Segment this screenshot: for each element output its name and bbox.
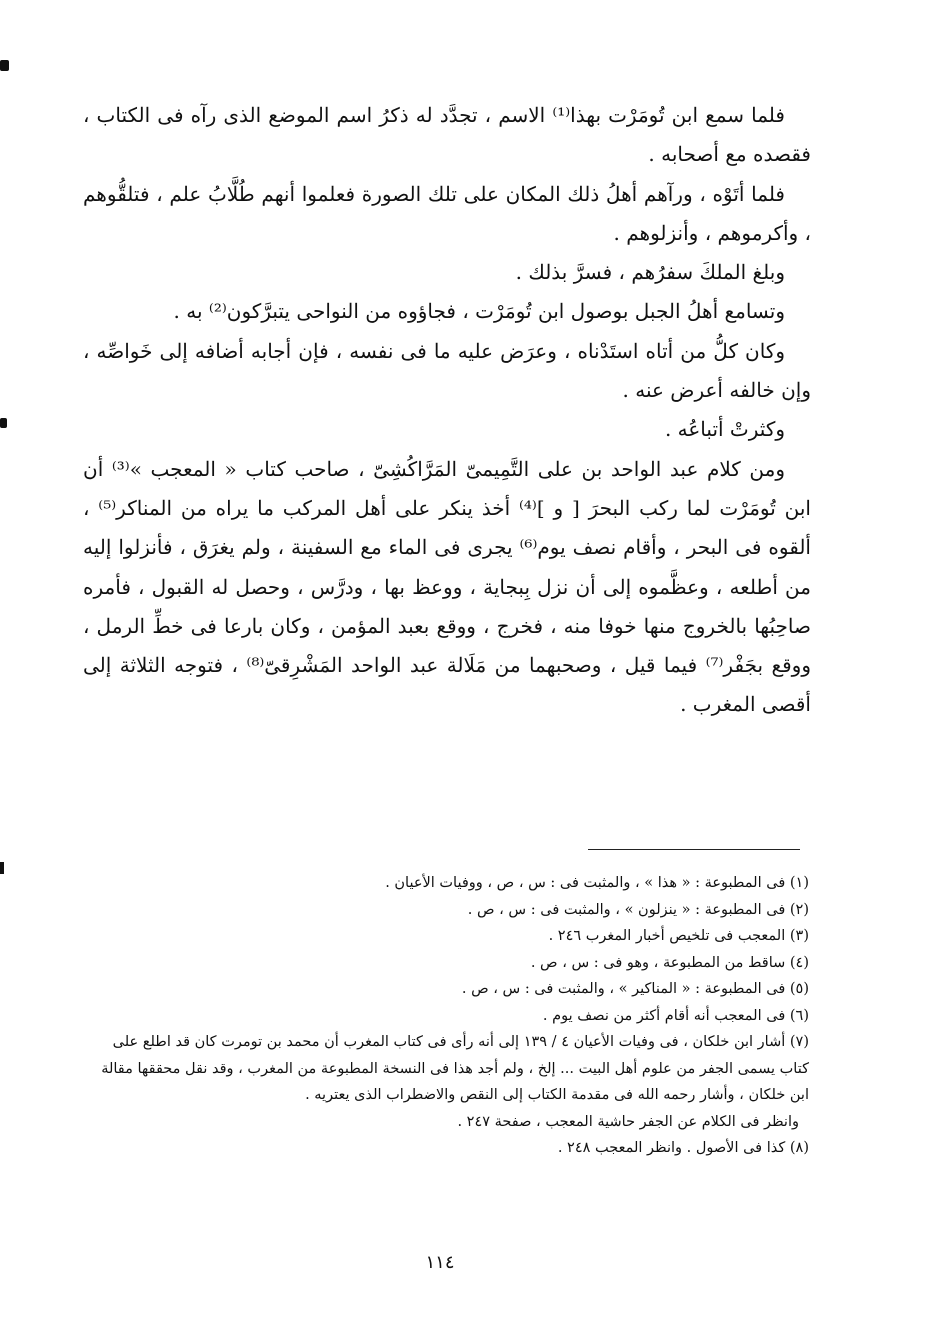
paragraph-1: فلما سمع ابن تُومَرْت بهذا⁽¹⁾ الاسم ، تجدَّد له ذكرُ اسم الموضع الذى رآه فى الكتاب ، فقصده مع أصحابه .	[83, 103, 811, 167]
footnote-7-continuation: وانظر فى الكلام عن الجفر حاشية المعجب ، صفحة ٢٤٧ .	[457, 1113, 799, 1130]
footnote-divider	[588, 849, 800, 850]
paragraph-2: فلما أتَوْه ، ورآهم أهلُ ذلك المكان على تلك الصورة فعلموا أنهم طُلَّابُ علم ، فتلقُّوهم ، وأكرموهم ، وأنزلوهم .	[83, 181, 811, 245]
scan-mark-bottom	[0, 862, 4, 874]
paragraph-7: ومن كلام عبد الواحد بن على التَّمِيمىّ المَرَّاكُشِىّ ، صاحب كتاب « المعجب »⁽³⁾ أن ابن تُومَرْت لما ركب البحرَ [ و ]⁽⁴⁾ أخذ ينكر على أهل المركب ما يراه من المناكر⁽⁵⁾ ، ألقوه فى البحر ، وأقام نصف يوم⁽⁶⁾ يجرى فى الماء مع السفينة ، ولم يغرَق ، فأنزلوا إليه من أطلعه ، وعظَّموه إلى أن نزل بِبجاية ، ووعظ بها ، ودرَّس ، وحصل له القبول ، فأمره صاحِبُها بالخروج منها خوفا منه ، فخرج ، ووقع بعبد المؤمن ، وكان بارعا فى خطِّ الرمل ، ووقع بجَفْر⁽⁷⁾ فيما قيل ، وصحبهما من مَلَالة عبد الواحد المَشْرِقىّ⁽⁸⁾ ، فتوجه الثلاثة إلى أقصى المغرب .	[83, 456, 812, 717]
footnote-2: (٢) فى المطبوعة : « ينزلون » ، والمثبت فى : س ، ص .	[467, 901, 809, 918]
footnote-7: (٧) أشار ابن خلكان ، فى وفيات الأعيان ٤ / ١٣٩ إلى أنه رأى فى كتاب المغرب أن محمد بن تومرت كان قد اطلع على كتاب يسمى الجفر من علوم أهل البيت ... إلخ ، ولم أجد هذا فى النسخة المطبوعة من المغرب ، وقد نقل محققها مقالة ابن خلكان ، وأشار رحمه الله فى مقدمة الكتاب إلى النقص والاضطراب الذى يعتريه .	[101, 1034, 809, 1103]
footnote-6: (٦) فى المعجب أنه أقام أكثر من نصف يوم .	[542, 1007, 809, 1024]
scan-mark-middle	[0, 418, 7, 428]
footnote-3: (٣) المعجب فى تلخيص أخبار المغرب ٢٤٦ .	[548, 928, 809, 944]
main-text	[83, 96, 811, 725]
footnote-5: (٥) فى المطبوعة : « المناكير » ، والمثبت فى : س ، ص .	[461, 981, 809, 997]
paragraph-4: وتسامع أهلُ الجبل بوصول ابن تُومَرْت ، فجاؤوه من النواحى يتبرَّكون⁽²⁾ به .	[173, 299, 785, 324]
footnote-4: (٤) ساقط من المطبوعة ، وهو فى : س ، ص .	[530, 954, 809, 971]
paragraph-3: وبلغ الملكَ سفرُهم ، فسرَّ بذلك .	[515, 260, 785, 285]
paragraph-5: وكان كلُّ من أتاه استَدْناه ، وعرَض عليه ما فى نفسه ، فإن أجابه أضافه إلى خَواصِّه ، وإن خالفه أعرض عنه .	[83, 338, 811, 403]
page-number: ١١٤	[425, 1252, 455, 1273]
scan-mark-top	[0, 60, 9, 71]
paragraph-6: وكثرتْ أتباعُه .	[664, 417, 785, 442]
footnote-1: (١) فى المطبوعة : « هذا » ، والمثبت فى : س ، ص ، ووفيات الأعيان .	[385, 875, 809, 891]
footnotes	[83, 870, 809, 1162]
footnote-8: (٨) كذا فى الأصول . وانظر المعجب ٢٤٨ .	[557, 1140, 809, 1156]
